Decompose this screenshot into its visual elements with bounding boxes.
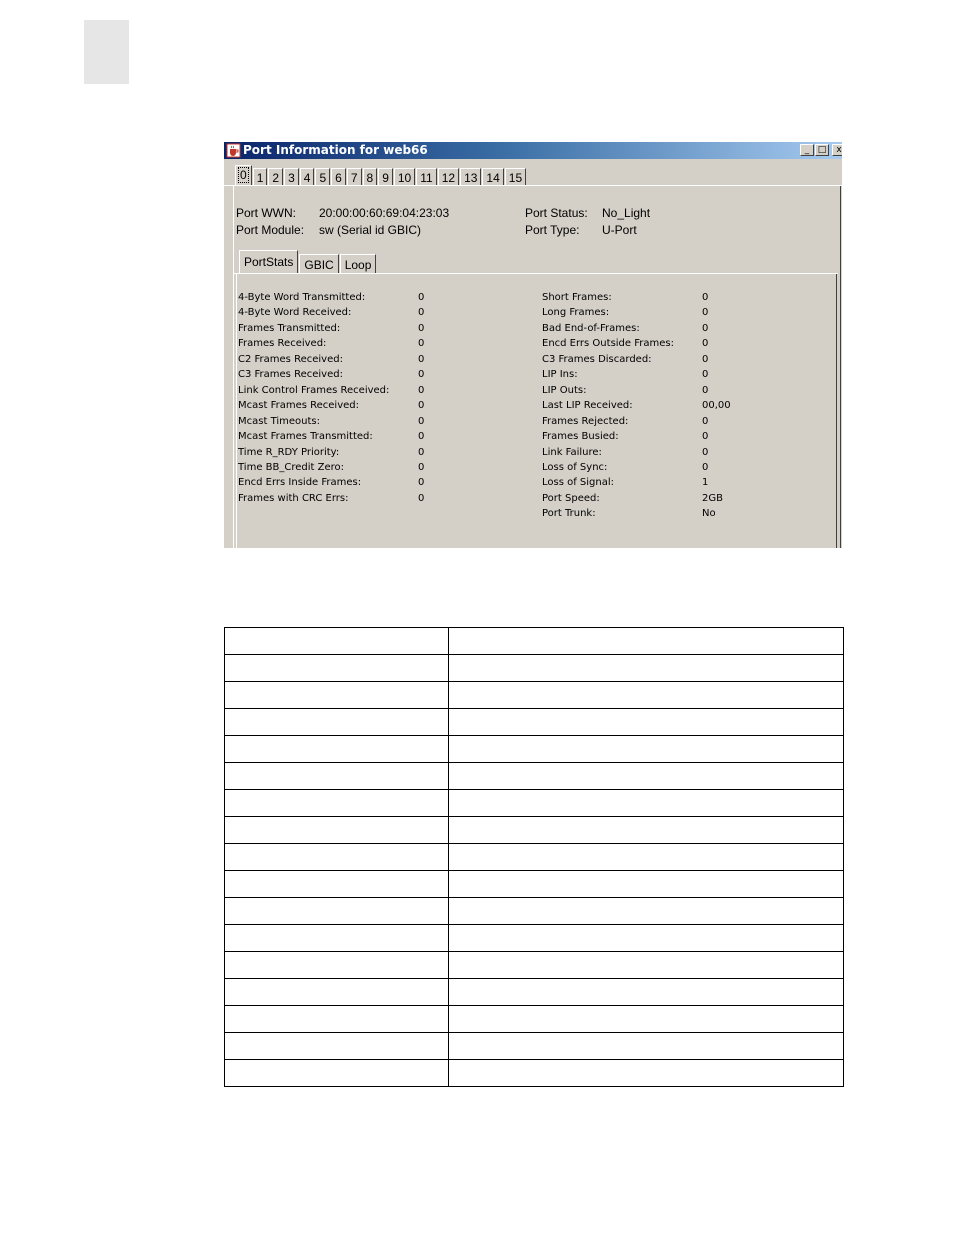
table-cell [449, 925, 844, 952]
stat-value: 00,00 [702, 400, 731, 412]
table-cell [449, 763, 844, 790]
stat-value: 0 [418, 292, 425, 303]
stat-value: 0 [418, 384, 425, 396]
stat-value: 0 [418, 431, 425, 443]
tab-port-0[interactable] [235, 165, 252, 186]
tab-port-6[interactable] [331, 168, 346, 186]
table-row [225, 979, 844, 1006]
stat-value: 0 [702, 322, 709, 334]
table-row [225, 763, 844, 790]
tab-port-13[interactable] [460, 168, 481, 186]
stat-label: C2 Frames Received: [238, 353, 343, 365]
stat-value: 0 [418, 307, 425, 319]
stat-label: C3 Frames Discarded: [542, 353, 652, 365]
tab-port-9[interactable] [378, 168, 393, 186]
stat-value: 0 [418, 369, 425, 381]
stat-label: Time BB_Credit Zero: [238, 461, 345, 473]
table-cell [225, 817, 449, 844]
table-cell [225, 682, 449, 709]
stat-label: 4-Byte Word Transmitted: [238, 292, 366, 303]
tab-port-label: 7 [350, 171, 358, 185]
table-cell [225, 628, 449, 655]
stat-label: 4-Byte Word Received: [238, 307, 352, 319]
tab-port-label: 0 [240, 168, 247, 182]
table-cell [225, 655, 449, 682]
tab-port-label: 3 [288, 171, 295, 185]
table-row [225, 709, 844, 736]
tab-port-4[interactable] [300, 168, 315, 186]
close-button[interactable]: x [832, 144, 842, 156]
stat-label: LIP Outs: [542, 384, 587, 396]
tab-portstats[interactable]: PortStats [239, 250, 298, 274]
table-row [225, 817, 844, 844]
stat-value: 0 [418, 492, 425, 504]
tab-port-15[interactable] [505, 168, 526, 186]
stats-panel-right-edge [836, 274, 837, 548]
tab-port-label: 8 [366, 171, 374, 185]
stat-value: 0 [702, 353, 709, 365]
table-row [225, 1006, 844, 1033]
tab-port-10[interactable] [394, 168, 415, 186]
table-row [225, 790, 844, 817]
port-status-label: Port Status: [525, 206, 588, 220]
tab-panel-right-edge [840, 186, 841, 548]
stat-value: 0 [702, 369, 709, 381]
tab-port-11[interactable] [416, 168, 436, 186]
title-bar[interactable] [224, 142, 842, 159]
stat-value: 0 [702, 415, 709, 427]
stat-value: 0 [418, 446, 425, 458]
table-row [225, 898, 844, 925]
tab-port-7[interactable] [347, 168, 362, 186]
stat-value: 0 [702, 292, 709, 303]
table-cell [449, 817, 844, 844]
stat-value: 0 [702, 307, 709, 319]
table-cell [225, 979, 449, 1006]
stat-value: 0 [702, 384, 709, 396]
table-cell [449, 979, 844, 1006]
tab-port-1[interactable] [253, 168, 268, 186]
stat-label: Frames Busied: [542, 431, 619, 443]
table-cell [449, 655, 844, 682]
table-row [225, 736, 844, 763]
table-cell [449, 736, 844, 763]
tab-port-label: 10 [397, 171, 412, 185]
stat-value: 0 [702, 431, 709, 443]
tab-panel-left-edge [233, 186, 234, 548]
stat-value: 0 [418, 461, 425, 473]
window-title: Port Information for web66 [243, 143, 428, 157]
stat-value: 0 [702, 461, 709, 473]
stat-value: 0 [418, 400, 425, 412]
stat-label: Link Failure: [542, 446, 602, 458]
stat-label: Mcast Frames Received: [238, 400, 359, 412]
stat-label: Last LIP Received: [542, 400, 633, 412]
tab-port-14[interactable] [482, 168, 503, 186]
tab-port-label: 15 [508, 171, 523, 185]
table-cell [225, 952, 449, 979]
table-cell [225, 925, 449, 952]
table-row [225, 871, 844, 898]
java-cup-icon [226, 143, 241, 158]
tab-port-5[interactable] [315, 168, 330, 186]
port-status-value: No_Light [602, 206, 651, 220]
table-cell [225, 790, 449, 817]
tab-port-label: 4 [303, 171, 311, 185]
table-cell [225, 736, 449, 763]
table-cell [449, 1006, 844, 1033]
stat-label: Loss of Signal: [542, 477, 615, 489]
table-cell [225, 709, 449, 736]
tab-port-label: 13 [464, 171, 478, 185]
table-cell [225, 1006, 449, 1033]
table-row [225, 682, 844, 709]
tab-port-8[interactable] [363, 168, 378, 186]
tab-gbic[interactable]: GBIC [299, 254, 338, 274]
port-type-value: U-Port [602, 223, 637, 237]
port-module-value: sw (Serial id GBIC) [319, 223, 422, 237]
stat-label: LIP Ins: [542, 369, 578, 381]
stat-label: Mcast Timeouts: [238, 415, 320, 427]
port-module-label: Port Module: [236, 223, 305, 237]
stat-label: Link Control Frames Received: [238, 384, 390, 396]
stat-value: 0 [418, 353, 425, 365]
table-cell [225, 1060, 449, 1087]
table-cell [225, 763, 449, 790]
detail-tab-strip [239, 250, 377, 274]
tab-port-label: 11 [420, 171, 433, 185]
stat-label: C3 Frames Received: [238, 369, 343, 381]
tab-port-label: 9 [382, 171, 389, 185]
port-tab-strip [235, 164, 527, 186]
table-cell [449, 898, 844, 925]
table-cell [449, 628, 844, 655]
table-cell [225, 898, 449, 925]
stat-label: Frames Received: [238, 338, 327, 350]
tab-port-label: 12 [441, 171, 456, 185]
page-corner-block [84, 20, 129, 84]
reference-table [224, 627, 844, 1087]
stat-value: 0 [418, 322, 425, 334]
table-cell [449, 709, 844, 736]
stat-label: Frames Transmitted: [238, 322, 341, 334]
stat-label: Time R_RDY Priority: [238, 446, 340, 458]
table-row [225, 952, 844, 979]
tab-port-label: 1 [256, 171, 264, 185]
stat-value: 0 [418, 338, 425, 350]
table-cell [449, 682, 844, 709]
stat-label: Bad End-of-Frames: [542, 322, 640, 334]
stat-label: Encd Errs Inside Frames: [238, 477, 362, 489]
tab-port-label: 14 [486, 171, 500, 185]
stat-value: 2GB [702, 492, 723, 504]
table-row [225, 925, 844, 952]
stat-value: 1 [702, 477, 709, 489]
stat-label: Frames Rejected: [542, 415, 629, 427]
port-type-label: Port Type: [525, 223, 580, 237]
table-cell [225, 1033, 449, 1060]
table-cell [449, 844, 844, 871]
port-wwn-label: Port WWN: [236, 206, 296, 220]
stat-value: 0 [418, 477, 425, 489]
table-cell [449, 952, 844, 979]
stat-value: 0 [702, 446, 709, 458]
table-cell [449, 871, 844, 898]
tab-strip-divider [224, 185, 842, 186]
table-row [225, 1033, 844, 1060]
stat-label: Port Speed: [542, 492, 600, 504]
stat-value: 0 [418, 415, 425, 427]
stats-panel-left-edge [236, 274, 237, 548]
table-row [225, 628, 844, 655]
table-row [225, 844, 844, 871]
tab-port-3[interactable] [284, 168, 299, 186]
stat-label: Long Frames: [542, 307, 610, 319]
stat-label: Mcast Frames Transmitted: [238, 431, 373, 443]
table-row [225, 655, 844, 682]
stat-value: 0 [702, 338, 709, 350]
tab-port-label: 5 [319, 171, 327, 185]
port-wwn-value: 20:00:00:60:69:04:23:03 [319, 206, 450, 220]
tab-port-label: 2 [272, 171, 280, 185]
maximize-button[interactable]: □ [815, 144, 829, 156]
detail-tab-divider [234, 273, 838, 274]
table-row [225, 1060, 844, 1087]
stat-label: Encd Errs Outside Frames: [542, 338, 674, 350]
stat-label: Port Trunk: [542, 508, 596, 520]
stat-value: No [702, 508, 716, 520]
table-cell [225, 871, 449, 898]
tab-loop[interactable]: Loop [340, 254, 377, 274]
stat-label: Frames with CRC Errs: [238, 492, 349, 504]
tab-port-2[interactable] [268, 168, 283, 186]
tab-port-label: 6 [335, 171, 342, 185]
stat-label: Short Frames: [542, 292, 612, 303]
port-info-window [224, 142, 842, 548]
table-cell [225, 844, 449, 871]
tab-port-12[interactable] [438, 168, 459, 186]
table-cell [449, 1033, 844, 1060]
table-cell [449, 1060, 844, 1087]
minimize-button[interactable]: _ [800, 144, 814, 156]
table-cell [449, 790, 844, 817]
stat-label: Loss of Sync: [542, 461, 608, 473]
